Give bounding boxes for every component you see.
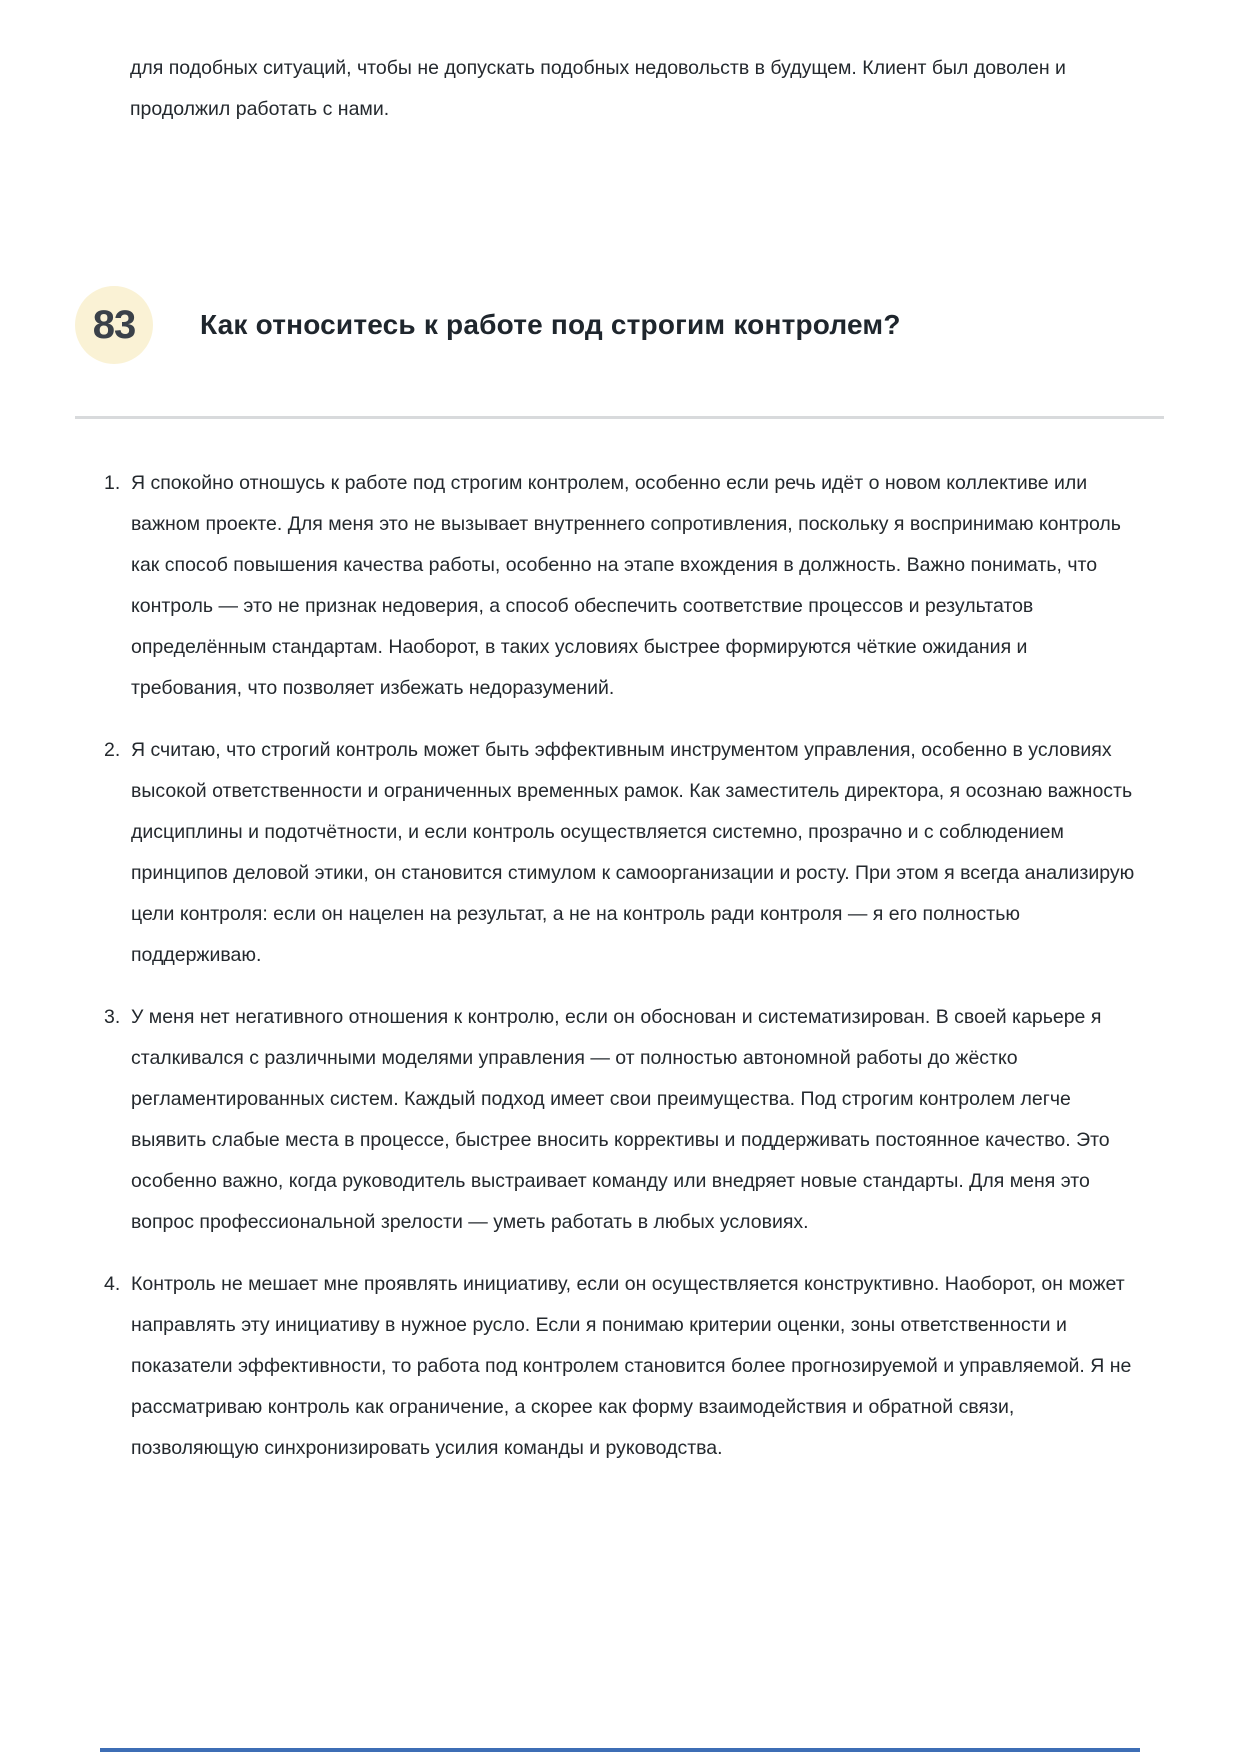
footer-rule <box>100 1748 1140 1752</box>
question-title: Как относитесь к работе под строгим контролем? <box>200 309 901 340</box>
answer-number: 4. <box>104 1273 121 1295</box>
answer-text: Я считаю, что строгий контроль может быть эффективным инструментом управления, особенно в условиях высокой ответственности и ограниченных временных рамок. Как заместитель директора, я осознаю важность дисциплины и подотчётности, и если контроль осуществляется системно, прозрачно и с соблюдением принципов деловой этики, он становится стимулом к самоорганизации и росту. При этом я всегда анализирую цели контроля: если он нацелен на результат, а не на контроль ради контроля — я его полностью поддерживаю. <box>131 739 1135 966</box>
answer-number: 1. <box>104 472 121 494</box>
intro-paragraph: для подобных ситуаций, чтобы не допускать подобных недовольств в будущем. Клиент был доволен и продолжил работать с нами. <box>130 57 1066 120</box>
question-header <box>75 286 1164 364</box>
answer-text: У меня нет негативного отношения к контролю, если он обоснован и систематизирован. В своей карьере я сталкивался с различными моделями управления — от полностью автономной работы до жёстко регламентированных систем. Каждый подход имеет свои преимущества. Под строгим контролем легче выявить слабые места в процессе, быстрее вносить коррективы и поддерживать постоянное качество. Это особенно важно, когда руководитель выстраивает команду или внедряет новые стандарты. Для меня это вопрос профессиональной зрелости — уметь работать в любых условиях. <box>131 1006 1110 1233</box>
answer-item <box>104 997 1140 1243</box>
answer-number: 2. <box>104 739 121 761</box>
answer-number: 3. <box>104 1006 121 1028</box>
answer-item <box>104 730 1140 976</box>
question-number-badge <box>75 286 153 364</box>
answer-item <box>104 1264 1140 1469</box>
header-divider <box>75 416 1164 419</box>
answer-text: Я спокойно отношусь к работе под строгим контролем, особенно если речь идёт о новом коллективе или важном проекте. Для меня это не вызывает внутреннего сопротивления, поскольку я воспринимаю контроль как способ повышения качества работы, особенно на этапе вхождения в должность. Важно понимать, что контроль — это не признак недоверия, а способ обеспечить соответствие процессов и результатов определённым стандартам. Наоборот, в таких условиях быстрее формируются чёткие ожидания и требования, что позволяет избежать недоразумений. <box>131 472 1121 699</box>
question-number: 83 <box>92 302 136 347</box>
answer-text: Контроль не мешает мне проявлять инициативу, если он осуществляется конструктивно. Наоборот, он может направлять эту инициативу в нужное русло. Если я понимаю критерии оценки, зоны ответственности и показатели эффективности, то работа под контролем становится более прогнозируемой и управляемой. Я не рассматриваю контроль как ограничение, а скорее как форму взаимодействия и обратной связи, позволяющую синхронизировать усилия команды и руководства. <box>131 1273 1132 1459</box>
answer-item <box>104 463 1140 709</box>
answers-list <box>104 463 1140 1469</box>
